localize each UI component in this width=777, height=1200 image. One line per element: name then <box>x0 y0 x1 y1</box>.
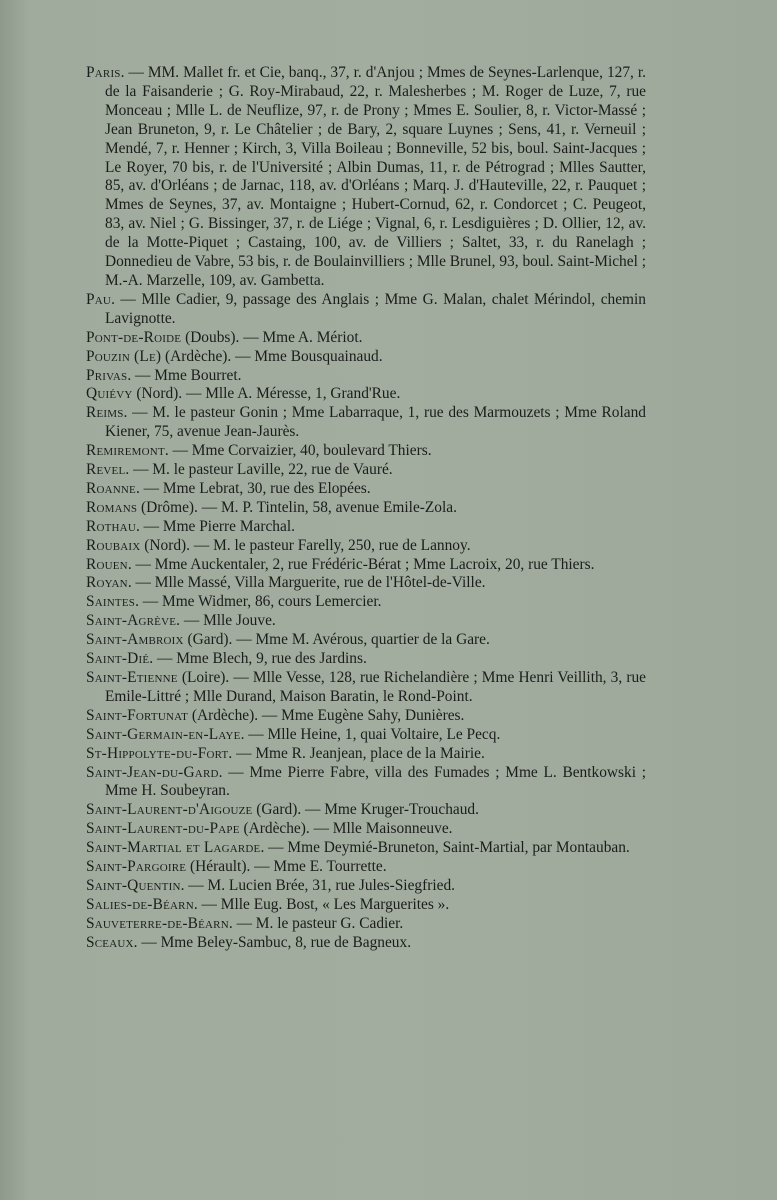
place-name: St-Hippolyte-du-Fort <box>86 744 229 762</box>
list-item <box>86 707 646 726</box>
place-name: Pau <box>86 290 112 308</box>
entry-text: (Doubs). — Mme A. Mériot. <box>181 328 363 346</box>
entry-text: . — Mlle Eug. Bost, « Les Marguerites ». <box>193 895 450 913</box>
list-item <box>86 574 646 593</box>
entry-text: . — Mlle Heine, 1, quai Voltaire, Le Pecq. <box>240 725 501 743</box>
place-name: Pont-de-Roide <box>86 328 182 346</box>
place-name: Roubaix <box>86 536 141 554</box>
list-item <box>86 291 646 329</box>
place-name: Royan <box>86 574 128 592</box>
entry-text: . — Mme Widmer, 86, cours Lemercier. <box>135 593 382 611</box>
list-item <box>86 404 646 442</box>
entry-text: (Ardèche). — Mme Eugène Sahy, Dunières. <box>188 706 465 724</box>
entry-text: . — Mme Pierre Marchal. <box>135 517 295 535</box>
place-name: Saint-Pargoire <box>86 858 187 876</box>
place-name: Saint-Jean-du-Gard <box>86 763 219 781</box>
list-item <box>86 934 646 953</box>
entry-text: (Ardèche). — Mme Bousquainaud. <box>161 347 383 365</box>
place-name: Saint-Martial et Lagarde <box>86 839 261 857</box>
entry-text: . — Mme Corvaizier, 40, boulevard Thiers. <box>164 442 432 460</box>
entry-text: (Gard). — Mme Kruger-Trouchaud. <box>252 801 479 819</box>
entry-text: . — Mme Deymié-Bruneton, Saint-Martial, par Montauban. <box>260 839 630 857</box>
place-name: Roanne <box>86 479 136 497</box>
list-item <box>86 631 646 650</box>
entry-text: (Ardèche). — Mlle Maisonneuve. <box>239 820 453 838</box>
place-name: Saint-Laurent-du-Pape <box>86 820 240 838</box>
address-list <box>86 64 646 953</box>
list-item <box>86 537 646 556</box>
place-name: Quiévy <box>86 385 133 403</box>
list-item <box>86 348 646 367</box>
entry-text: . — Mme Lebrat, 30, rue des Elopées. <box>135 479 371 497</box>
entry-text: . — Mme Pierre Fabre, villa des Fumades ; Mme L. Bentkowski ; Mme H. Soubeyran. <box>105 763 646 800</box>
list-item <box>86 726 646 745</box>
entry-text: . — Mme Auckentaler, 2, rue Frédéric-Bérat ; Mme Lacroix, 20, rue Thiers. <box>127 555 595 573</box>
entry-text: . — Mme R. Jeanjean, place de la Mairie. <box>228 744 485 762</box>
entry-text: (Nord). — M. le pasteur Farelly, 250, rue de Lannoy. <box>140 536 471 554</box>
list-item <box>86 650 646 669</box>
place-name: Salies-de-Béarn <box>86 895 194 913</box>
list-item <box>86 745 646 764</box>
place-name: Saint-Germain-en-Laye <box>86 725 241 743</box>
place-name: Pouzin (Le) <box>86 347 162 365</box>
list-item <box>86 877 646 896</box>
place-name: Saint-Fortunat <box>86 706 188 724</box>
list-item <box>86 480 646 499</box>
entry-text: . — M. Lucien Brée, 31, rue Jules-Siegfried. <box>180 876 456 894</box>
list-item <box>86 385 646 404</box>
list-item <box>86 858 646 877</box>
list-item <box>86 64 646 291</box>
list-item <box>86 367 646 386</box>
list-item <box>86 820 646 839</box>
list-item <box>86 593 646 612</box>
place-name: Rothau <box>86 517 136 535</box>
place-name: Saint-Laurent-d'Aigouze <box>86 801 253 819</box>
entry-text: . — Mme Blech, 9, rue des Jardins. <box>149 650 367 668</box>
entry-text: (Nord). — Mlle A. Méresse, 1, Grand'Rue. <box>132 385 401 403</box>
entry-text: (Loire). — Mlle Vesse, 128, rue Richelandière ; Mme Henri Veillith, 3, rue Emile-Littré ; Mlle Durand, Maison Baratin, le Rond-Point. <box>105 669 646 705</box>
list-item <box>86 896 646 915</box>
place-name: Remiremont <box>86 442 165 460</box>
list-item <box>86 669 646 707</box>
entry-text: (Gard). — Mme M. Avérous, quartier de la Gare. <box>183 631 490 649</box>
entry-text: (Drôme). — M. P. Tintelin, 58, avenue Emile-Zola. <box>137 498 457 516</box>
list-item <box>86 518 646 537</box>
place-name: Revel <box>86 461 126 479</box>
place-name: Saintes <box>86 593 136 611</box>
place-name: Sceaux <box>86 933 134 951</box>
place-name: Reims <box>86 404 124 422</box>
place-name: Saint-Quentin <box>86 876 181 894</box>
place-name: Paris <box>86 64 121 81</box>
place-name: Romans <box>86 498 138 516</box>
place-name: Rouen <box>86 555 128 573</box>
list-item <box>86 461 646 480</box>
place-name: Saint-Agrève <box>86 612 177 630</box>
list-item <box>86 764 646 802</box>
entry-text: . — Mlle Cadier, 9, passage des Anglais ; Mme G. Malan, chalet Mérindol, chemin Lavignotte. <box>105 290 646 327</box>
place-name: Sauveterre-de-Béarn <box>86 914 229 932</box>
entry-text: . — Mlle Massé, Villa Marguerite, rue de l'Hôtel-de-Ville. <box>127 574 486 592</box>
place-name: Saint-Dié <box>86 650 150 668</box>
list-item <box>86 612 646 631</box>
entry-text: . — MM. Mallet fr. et Cie, banq., 37, r. d'Anjou ; Mmes de Seynes-Larlenque, 127, r. de la Faisanderie ; G. Roy-Mirabaud, 22, r. Malesherbes ; M. Roger de Luze, 7, rue Monceau ; Mlle L. de Neuflize, 97, r. de Prony ; Mmes E. Soulier, 8, r. Victor-Massé ; Jean Bruneton, 9, r. Le Châtelier ; de Bary, 2, square Luynes ; Sens, 41, r. Verneuil ; Mendé, 7, r. Henner ; Kirch, 3, Villa Boileau ; Bonneville, 52 bis, boul. Saint-Jacques ; Le Royer, 70 bis, r. de l'Université ; Albin Dumas, 11, r. de Pétrograd ; Mlles Sautter, 85, av. d'Orléans ; de Jarnac, 118, av. d'Orléans ; Marq. J. d'Hauteville, 22, r. Pauquet ; Mmes de Seynes, 37, av. Montaigne ; Hubert-Cornud, 62, r. Condorcet ; C. Peugeot, 83, av. Niel ; G. Bissinger, 37, r. de Liége ; Vignal, 6, r. Lesdiguières ; D. Ollier, 12, av. de la Motte-Piquet ; Castaing, 100, av. de Villiers ; Saltet, 33, r. du Ranelagh ; Donnedieu de Vabre, 53 bis, r. de Boulainvilliers ; Mlle Brunel, 93, boul. Saint-Michel ; M.-A. Marzelle, 109, av. Gambetta. <box>105 64 646 289</box>
entry-text: (Hérault). — Mme E. Tourrette. <box>186 858 387 876</box>
place-name: Saint-Etienne <box>86 669 178 686</box>
entry-text: . — M. le pasteur G. Cadier. <box>228 914 404 932</box>
list-item <box>86 839 646 858</box>
list-item <box>86 499 646 518</box>
place-name: Saint-Ambroix <box>86 631 184 649</box>
list-item <box>86 556 646 575</box>
list-item <box>86 801 646 820</box>
entry-text: . — M. le pasteur Laville, 22, rue de Vauré. <box>125 461 393 479</box>
entry-text: . — Mlle Jouve. <box>176 612 276 630</box>
entry-text: . — Mme Bourret. <box>127 366 242 384</box>
list-item <box>86 442 646 461</box>
place-name: Privas <box>86 366 128 384</box>
entry-text: . — Mme Beley-Sambuc, 8, rue de Bagneux. <box>133 933 412 951</box>
entry-text: . — M. le pasteur Gonin ; Mme Labarraque, 1, rue des Marmouzets ; Mme Roland Kiener, 75, avenue Jean-Jaurès. <box>105 404 646 441</box>
list-item <box>86 329 646 348</box>
list-item <box>86 915 646 934</box>
